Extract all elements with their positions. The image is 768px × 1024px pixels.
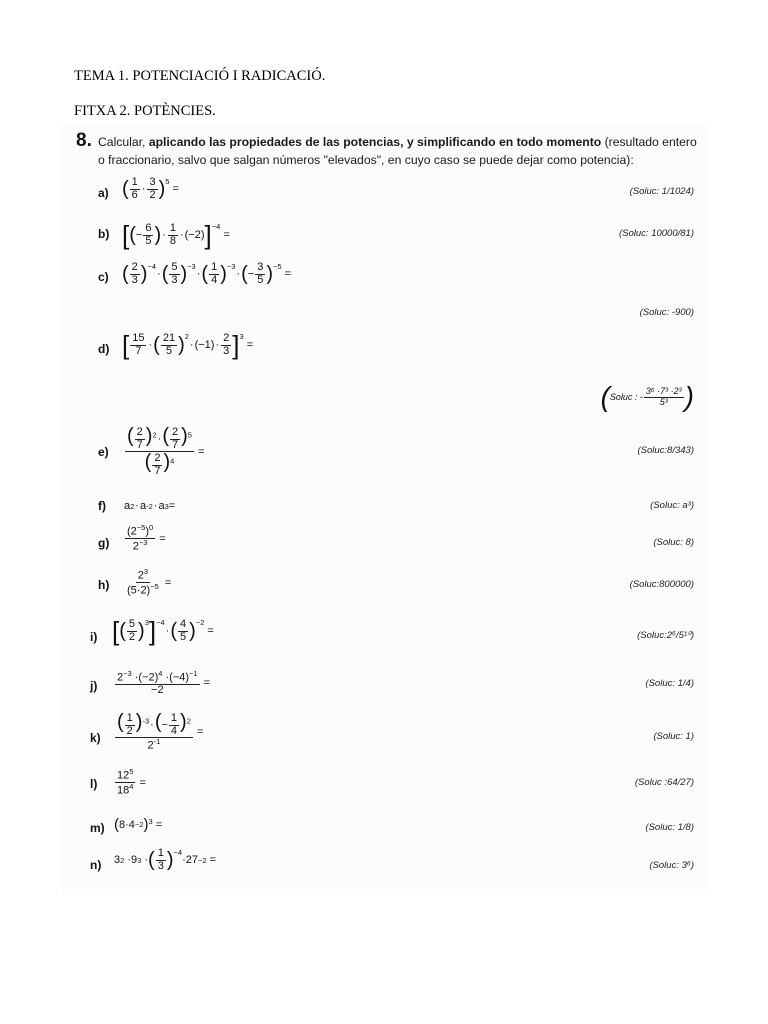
item-label: a) (98, 186, 109, 200)
item-label: l) (90, 777, 98, 791)
solution-k: (Soluc: 1) (653, 731, 694, 742)
item-label: m) (90, 821, 105, 835)
doc-title: TEMA 1. POTENCIACIÓ I RADICACIÓ. (74, 68, 326, 84)
item-label: b) (98, 227, 110, 241)
item-label: c) (98, 270, 109, 284)
expression-m: ( 8·4 −2 ) $^3$ = (114, 816, 163, 833)
solution-d: ( Soluc : - $\frac{\text{3⁶ ·7³ ·2³}}{\text{5³}}$ ) (600, 381, 694, 412)
item-label: n) (90, 858, 102, 872)
doc-subtitle: FITXA 2. POTÈNCIES. (74, 103, 216, 119)
item-label: g) (98, 536, 110, 550)
item-label: d) (98, 342, 110, 356)
solution-l: (Soluc :64/27) (634, 777, 694, 788)
exercise-number: 8. (76, 130, 92, 151)
expression-d: [ $\frac{15}{7}$ · ( $\frac{21}{5}$ ) $^2$ · (−1) · $\frac{2}{3}$ ] $^3$ = (122, 330, 254, 360)
item-label: f) (98, 499, 106, 513)
expression-c: ( $\frac{2}{3}$ ) $^{-4}$ · ( $\frac{5}{3}$ ) $^{-3}$ · ( $\frac{1}{4}$ ) $^{-3}$ · ( − $\frac{3}{5}$ ) $^{-5}$ = (122, 261, 292, 286)
solution-f: (Soluc: a³) (650, 500, 694, 511)
solution-i: (Soluc:2⁶/5¹⁰) (637, 630, 694, 641)
expression-g: $\frac{(2^{-5})^0}{2^{-3}}$ = (127, 523, 166, 553)
solution-h: (Soluc:800000) (629, 579, 694, 590)
expression-k: ( $\frac{1}{2}$ )$^{-3}$·(− $\frac{1}{4}$ )$^2$ $2^{-1}$ = (117, 711, 204, 752)
expression-b: [ ( − $\frac{6}{5}$ ) · $\frac{1}{8}$ · (−2) ] $^{-4}$ = (122, 220, 230, 250)
intro-bold-text: aplicando las propiedades de las potencias, y simplificando en todo momento (148, 135, 602, 149)
solution-n: (Soluc: 3⁶) (649, 860, 694, 871)
expression-i: [ ( $\frac{5}{2}$ ) $^3$ ] $^{-4}$ · ( $\frac{4}{5}$ ) $^{-2}$ = (112, 616, 214, 646)
expression-j: $\frac{2^{-3} \cdot(-2)^4 \cdot(-4)^{-1}}{-2}$ = (117, 669, 211, 697)
item-label: k) (90, 731, 101, 745)
solution-a: (Soluc: 1/1024) (629, 186, 694, 197)
expression-l: $\frac{12^5}{18^4}$ = (117, 767, 146, 797)
solution-j: (Soluc: 1/4) (645, 678, 694, 689)
solution-d-denominator: 5³ (659, 396, 668, 407)
solution-m: (Soluc: 1/8) (645, 822, 694, 833)
item-label: j) (90, 679, 98, 693)
expression-h: $\frac{2^3}{(5\cdot 2)^{-5}}$ = (127, 567, 172, 597)
solution-d-prefix: Soluc : - (609, 392, 643, 402)
expression-a: ( $\frac{1}{6}$ · $\frac{3}{2}$ ) $^5$ = (122, 176, 179, 201)
solution-c: (Soluc: -900) (639, 307, 694, 318)
exercise-instructions (98, 133, 698, 169)
solution-g: (Soluc: 8) (653, 537, 694, 548)
item-label: h) (98, 578, 110, 592)
item-label: i) (90, 630, 98, 644)
expression-n: 3 2 ·9 3 · ( $\frac{1}{3}$ ) $^{-4}$ ·27 $_{-2}$ = (114, 847, 217, 872)
expression-f: a 2 · a -2 · a 3 = (124, 500, 176, 512)
intro-text-2: (resultado entero o fraccionario, salvo que salgan números "elevados", en cuyo caso se puede dejar como potencia): (98, 135, 697, 167)
expression-e: ( $\frac{2}{7}$ )$^2$·( $\frac{2}{7}$ )$^5$ ( $\frac{2}{7}$ )$^4$ = (127, 425, 205, 477)
solution-e: (Soluc:8/343) (637, 445, 694, 456)
solution-b: (Soluc: 10000/81) (619, 228, 694, 239)
intro-text-1: Calcular, (98, 135, 146, 149)
item-label: e) (98, 445, 109, 459)
solution-d-numerator: 3⁶ ·7³ ·2³ (645, 386, 682, 397)
